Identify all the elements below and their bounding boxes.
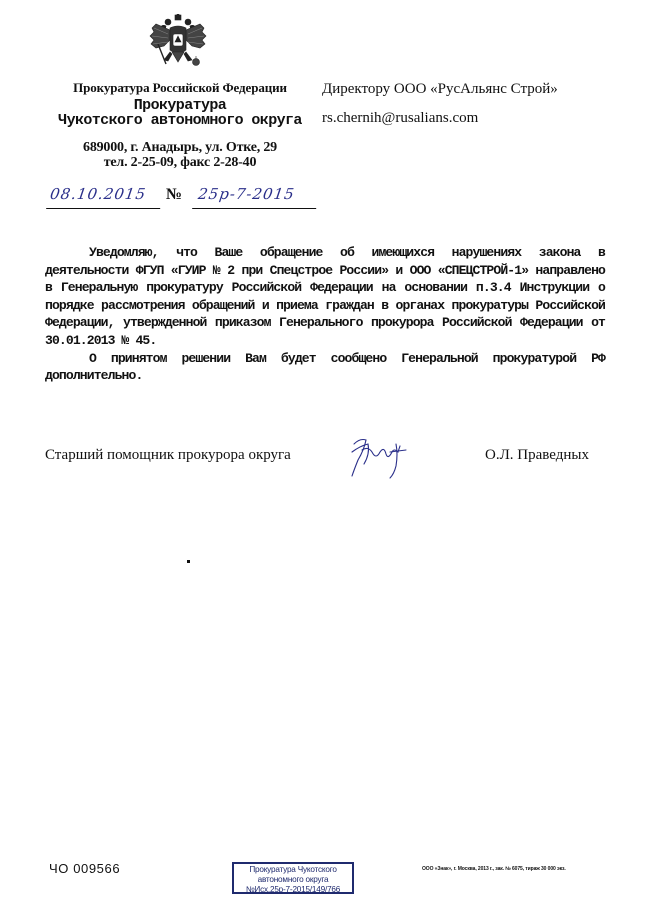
coat-of-arms-emblem [146, 14, 210, 74]
postal-address: 689000, г. Анадырь, ул. Отке, 29 [83, 140, 277, 155]
letterhead-contacts [40, 140, 320, 170]
registration-date: 08.10.2015 [46, 182, 164, 209]
body-paragraph-2: О принятом решении Вам будет сообщено Генеральной прокуратурой РФ дополнительно. [45, 350, 605, 384]
addressee-title: Директору ООО «РусАльянс Строй» [322, 81, 558, 97]
form-serial-number: ЧО 009566 [49, 861, 121, 876]
org-line-1: Прокуратура [133, 97, 227, 114]
number-sign: № [166, 186, 183, 203]
regional-prosecutor-title [40, 98, 320, 128]
body-paragraph-1: Уведомляю, что Ваше обращение об имеющихся нарушениях закона в деятельности ФГУП «ГУИР № 2 при Спецстрое России» и ООО «СПЕЦСТРОЙ-1» направлено в Генеральную прокуратуру Российской Федерации на основании п.3.4 Инструкции о порядке рассмотрения обращений и приема граждан в органах прокуратуры Российской Федерации, утвержденной приказом Генерального прокурора Российской Федерации от 30.01.2013 № 45. [45, 245, 605, 348]
stamp-line-2: автономного округа [257, 875, 329, 884]
stamp-line-3: №Исх.25р-7-2015/149/766 [245, 885, 341, 894]
stamp-line-1: Прокуратура Чукотского [249, 865, 337, 874]
signatory-position: Старший помощник прокурора округа [45, 447, 291, 463]
registration-number: 25р-7-2015 [192, 182, 320, 209]
printer-imprint: ООО «Знак», г. Москва, 2013 г., зак. № 6075, тираж 30 000 экз. [422, 866, 566, 872]
signature-scribble-icon [340, 430, 420, 480]
signatory-name: О.Л. Праведных [485, 447, 589, 463]
addressee-block [322, 78, 622, 129]
stray-mark [187, 560, 190, 563]
letter-body [45, 244, 605, 385]
federal-prosecutor-title: Прокуратура Российской Федерации [73, 80, 287, 95]
registration-line [48, 182, 308, 212]
handwritten-signature [340, 430, 420, 480]
phone-fax: тел. 2-25-09, факс 2-28-40 [103, 155, 257, 170]
addressee-email: rs.chernih@rusalians.com [322, 110, 479, 126]
outgoing-registration-stamp [232, 862, 354, 894]
double-headed-eagle-icon [146, 14, 210, 74]
org-line-2: Чукотского автономного округа [58, 112, 302, 129]
